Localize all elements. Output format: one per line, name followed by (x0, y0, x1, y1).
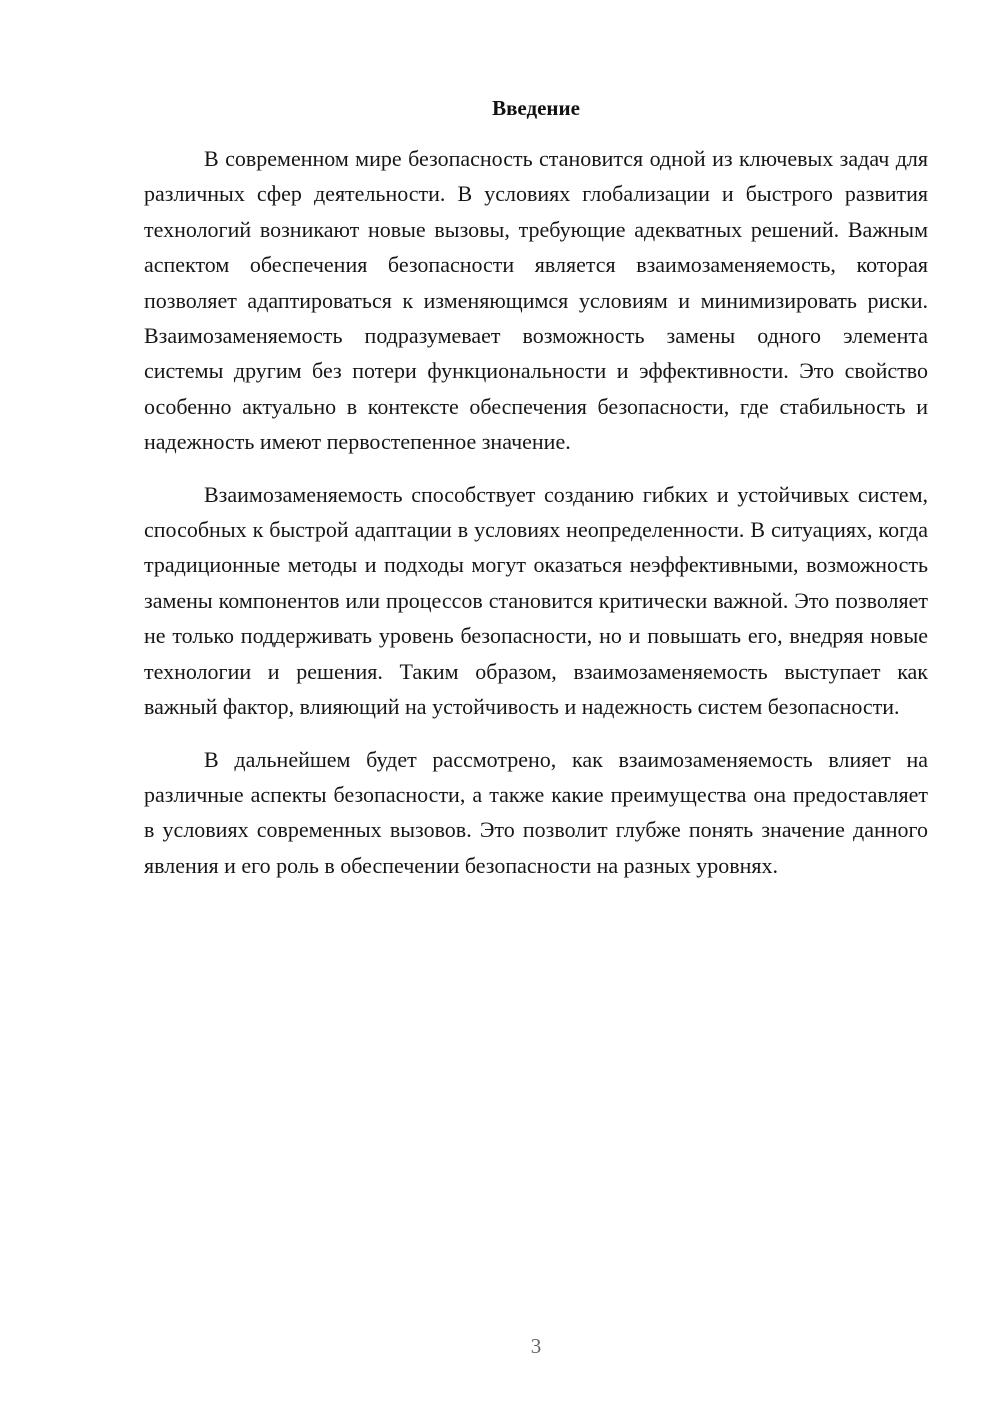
page-number: 3 (530, 1334, 542, 1358)
paragraph-3: В дальнейшем будет рассмотрено, как взаимозаменяемость влияет на различные аспекты безопасности, а также какие преимущества она предоставляет в условиях современных вызовов. Это позволит глубже понять значение данного явления и его роль в обеспечении безопасности на разных уровнях. (144, 746, 928, 878)
body-text (144, 141, 928, 900)
section-heading: Введение (492, 96, 580, 120)
paragraph-1: В современном мире безопасность становится одной из ключевых задач для различных сфер деятельности. В условиях глобализации и быстрого развития технологий возникают новые вызовы, требующие адекватных решений. Важным аспектом обеспечения безопасности является взаимозаменяемость, которая позволяет адаптироваться к изменяющимся условиям и минимизировать риски. Взаимозаменяемость подразумевает возможность замены одного элемента системы другим без потери функциональности и эффективности. Это свойство особенно актуально в контексте обеспечения безопасности, где стабильность и надежность имеют первостепенное значение. (144, 146, 928, 455)
paragraph-2: Взаимозаменяемость способствует созданию гибких и устойчивых систем, способных к быстрой адаптации в условиях неопределенности. В ситуациях, когда традиционные методы и подходы могут оказаться неэффективными, возможность замены компонентов или процессов становится критически важной. Это позволяет не только поддерживать уровень безопасности, но и повышать его, внедряя новые технологии и решения. Таким образом, взаимозаменяемость выступает как важный фактор, влияющий на устойчивость и надежность систем безопасности. (144, 481, 928, 720)
